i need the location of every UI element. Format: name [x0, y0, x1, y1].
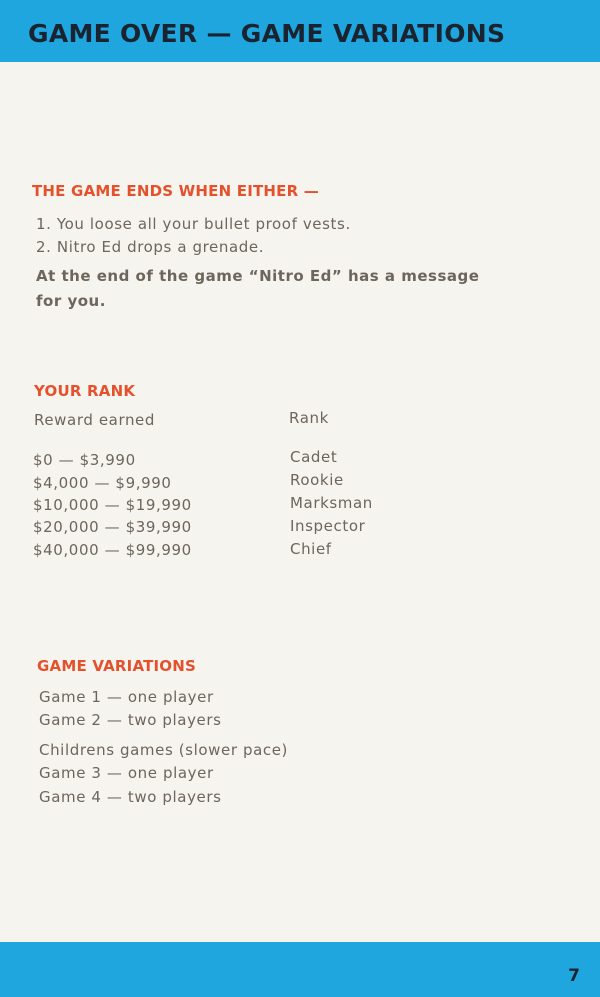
reward-cell: $40,000 — $99,990 [33, 541, 192, 559]
page-title: GAME OVER — GAME VARIATIONS [28, 19, 506, 48]
rank-cell: Chief [290, 540, 332, 558]
variations-heading: GAME VARIATIONS [37, 657, 197, 675]
message-text-line: for you. [36, 292, 106, 310]
reward-column-header: Reward earned [34, 411, 156, 429]
game-ends-item: 2. Nitro Ed drops a grenade. [36, 238, 265, 256]
variation-item: Game 2 — two players [39, 711, 222, 729]
reward-cell: $20,000 — $39,990 [33, 518, 192, 536]
rank-cell: Rookie [290, 471, 344, 489]
game-ends-item: 1. You loose all your bullet proof vests. [36, 215, 351, 233]
header-band [0, 0, 600, 62]
variation-item: Game 4 — two players [39, 788, 222, 806]
variation-item: Game 3 — one player [39, 764, 214, 782]
footer-band [0, 942, 600, 997]
rank-cell: Marksman [290, 494, 373, 512]
game-ends-heading: THE GAME ENDS WHEN EITHER — [32, 182, 320, 200]
page-number: 7 [568, 966, 580, 986]
rank-cell: Inspector [290, 517, 366, 535]
rank-heading: YOUR RANK [34, 382, 136, 400]
rank-column-header: Rank [289, 409, 329, 427]
message-text-line: At the end of the game “Nitro Ed” has a message [36, 267, 480, 285]
reward-cell: $10,000 — $19,990 [33, 496, 192, 514]
reward-cell: $0 — $3,990 [33, 451, 136, 469]
variation-item: Childrens games (slower pace) [39, 741, 289, 759]
rank-cell: Cadet [290, 448, 338, 466]
variation-item: Game 1 — one player [39, 688, 214, 706]
reward-cell: $4,000 — $9,990 [33, 474, 172, 492]
